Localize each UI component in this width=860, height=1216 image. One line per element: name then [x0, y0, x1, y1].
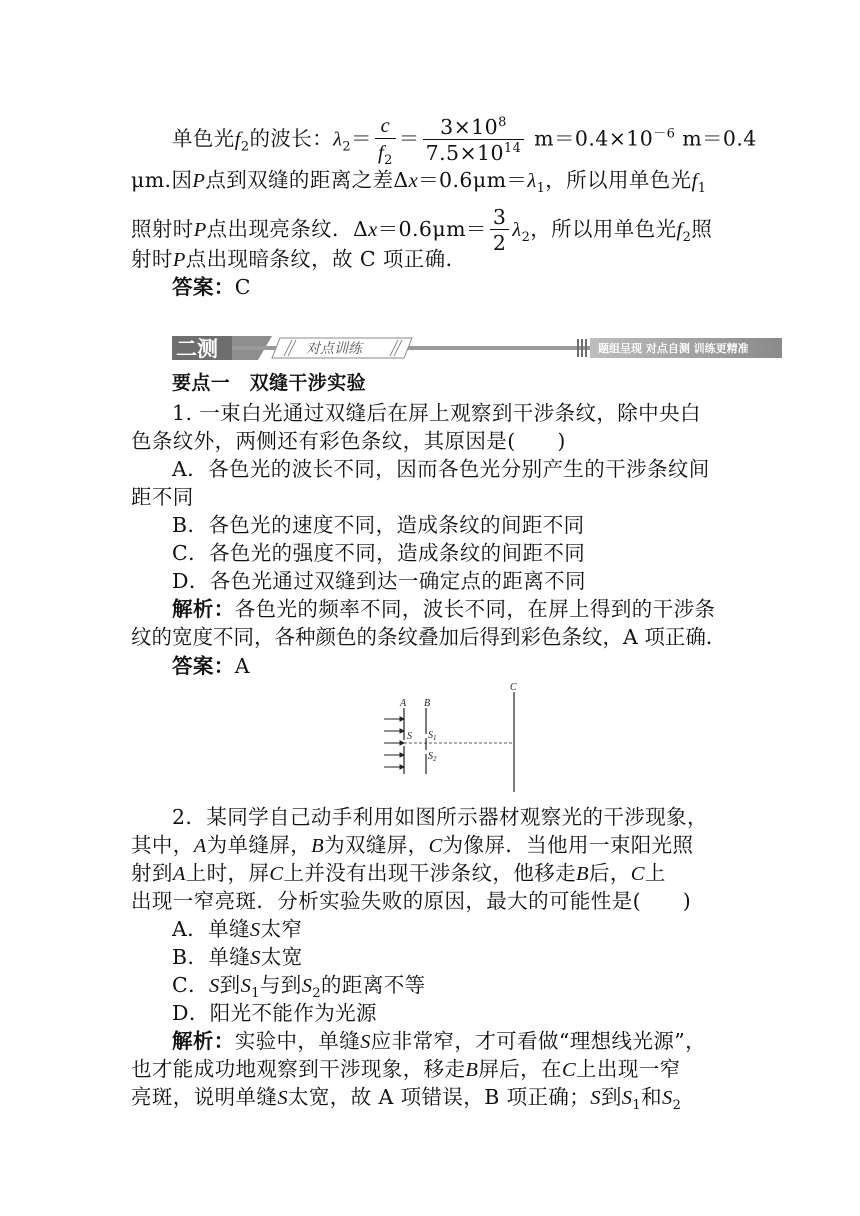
q1-option-a-line-1: A．各色光的波长不同，因而各色光分别产生的干涉条纹间: [172, 457, 710, 481]
solution-line-1: 单色光$f_2$的波长：$\lambda_2=$ $\frac{c}{f_2}$ ＝ $\frac{3\times 10^8}{7.5\times 10^{14}}$ $m=0.4\times 10^{-6}$ m＝0.4: [172, 114, 757, 169]
banner-right-text: 题组呈现 对点自测 训练更精准: [598, 342, 749, 355]
q1-stem-line-2: 色条纹外，两侧还有彩色条纹，其原因是( ): [131, 429, 566, 453]
q2-analysis-line-2: 也才能成功地观察到干涉现象，移走B屏后，在C上出现一窄: [131, 1057, 681, 1081]
solution-line-4: 射时P点出现暗条纹，故 C 项正确．: [131, 247, 467, 271]
q1-analysis-line-2: 纹的宽度不同，各种颜色的条纹叠加后得到彩色条纹，A 项正确．: [131, 625, 727, 649]
label-s: S: [407, 731, 412, 742]
label-a: A: [400, 698, 407, 709]
q2-analysis-line-1: 解析：实验中，单缝S应非常窄，才可看做“理想线光源”，: [172, 1029, 707, 1053]
q2-option-b: B．单缝S太宽: [172, 945, 303, 969]
label-c: C: [510, 682, 517, 693]
section-heading: 要点一 双缝干涉实验: [172, 372, 367, 394]
q2-stem-line-2: 其中，A为单缝屏，B为双缝屏，C为像屏．当他用一束阳光照: [131, 833, 694, 857]
q1-option-b: B．各色光的速度不同，造成条纹的间距不同: [172, 513, 585, 537]
solution-line-2: μm.因P点到双缝的距离之差$\Delta x=0.6\mu m=\lambda_1$，所以用单色光$f_1$: [131, 168, 707, 197]
banner-subtitle: 对点训练: [306, 341, 362, 357]
section-banner: [172, 336, 782, 360]
q2-option-a: A．单缝S太窄: [172, 917, 303, 941]
q1-stem-line-1: 1. 一束白光通过双缝后在屏上观察到干涉条纹，除中央白: [172, 401, 701, 425]
q1-analysis-line-1: 解析：各色光的频率不同，波长不同，在屏上得到的干涉条: [172, 597, 716, 621]
q2-stem-line-1: 2．某同学自己动手利用如图所示器材观察光的干涉现象，: [172, 805, 708, 829]
label-b: B: [424, 698, 431, 709]
label-s2: $S_2$: [428, 751, 437, 763]
q2-option-d: D．阳光不能作为光源: [172, 1001, 377, 1025]
solution-answer: 答案：C: [172, 275, 251, 299]
fraction-value: $\frac{3\times 10^8}{7.5\times 10^{14}}$: [423, 115, 525, 166]
q2-analysis-line-3: 亮斑，说明单缝S太宽，故 A 项错误，B 项正确；S到$S_1$和$S_2$: [131, 1085, 682, 1114]
q2-stem-line-4: 出现一窄亮斑．分析实验失败的原因，最大的可能性是( ): [131, 889, 692, 913]
fraction-three-halves: $\frac{3}{2}$: [490, 205, 509, 256]
solution-line-3: 照射时P点出现亮条纹．Δx＝0.6μm＝ $\frac{3}{2}$ $\lambda_2$，所以用单色光$f_2$照: [131, 205, 713, 255]
q1-option-d: D．各色光通过双缝到达一确定点的距离不同: [172, 569, 586, 593]
q1-option-a-line-2: 距不同: [131, 485, 194, 509]
q2-option-c: C．S到$S_1$与到$S_2$的距离不等: [172, 973, 426, 1002]
q1-option-c: C．各色光的强度不同，造成条纹的间距不同: [172, 541, 586, 565]
double-slit-figure: [370, 676, 530, 796]
fraction-c-over-f2: $\frac{c}{f_2}$: [375, 114, 396, 166]
q1-answer: 答案：A: [172, 654, 250, 678]
banner-title: 二测: [176, 337, 218, 360]
q2-stem-line-3: 射到A上时，屏C上并没有出现干涉条纹，他移走B后，C上: [131, 861, 666, 885]
label-s1: $S_1$: [428, 730, 437, 742]
